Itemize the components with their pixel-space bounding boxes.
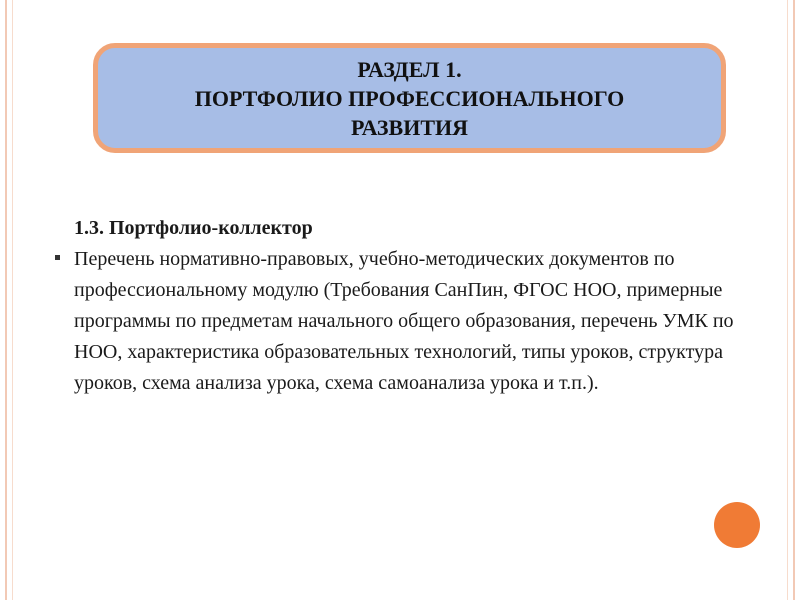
left-decor-stripe (5, 0, 7, 600)
subsection-heading: 1.3. Портфолио-коллектор (74, 217, 313, 239)
left-decor-stripe-thin (12, 0, 13, 600)
right-decor-stripe-thin (787, 0, 788, 600)
section-title-line-2: ПОРТФОЛИО ПРОФЕССИОНАЛЬНОГО (194, 85, 625, 111)
section-title-box (93, 43, 726, 153)
bullet-item-text: Перечень нормативно-правовых, учебно-методических документов по профессиональному модулю (Требования СанПин, ФГОС НОО, примерные программы по предметам начального общего образования, перечень УМК по НОО, характеристика образовательных технологий, типы уроков, структура уроков, схема анализа урока, схема самоанализа урока и т.п.). (74, 248, 734, 394)
bullet-item (54, 244, 744, 399)
square-bullet-icon (55, 255, 60, 260)
right-decor-stripe (793, 0, 795, 600)
section-title-line-1: РАЗДЕЛ 1. (357, 56, 462, 82)
content-area (54, 213, 744, 399)
decorative-circle (714, 502, 760, 548)
section-title-line-3: РАЗВИТИЯ (350, 114, 469, 140)
